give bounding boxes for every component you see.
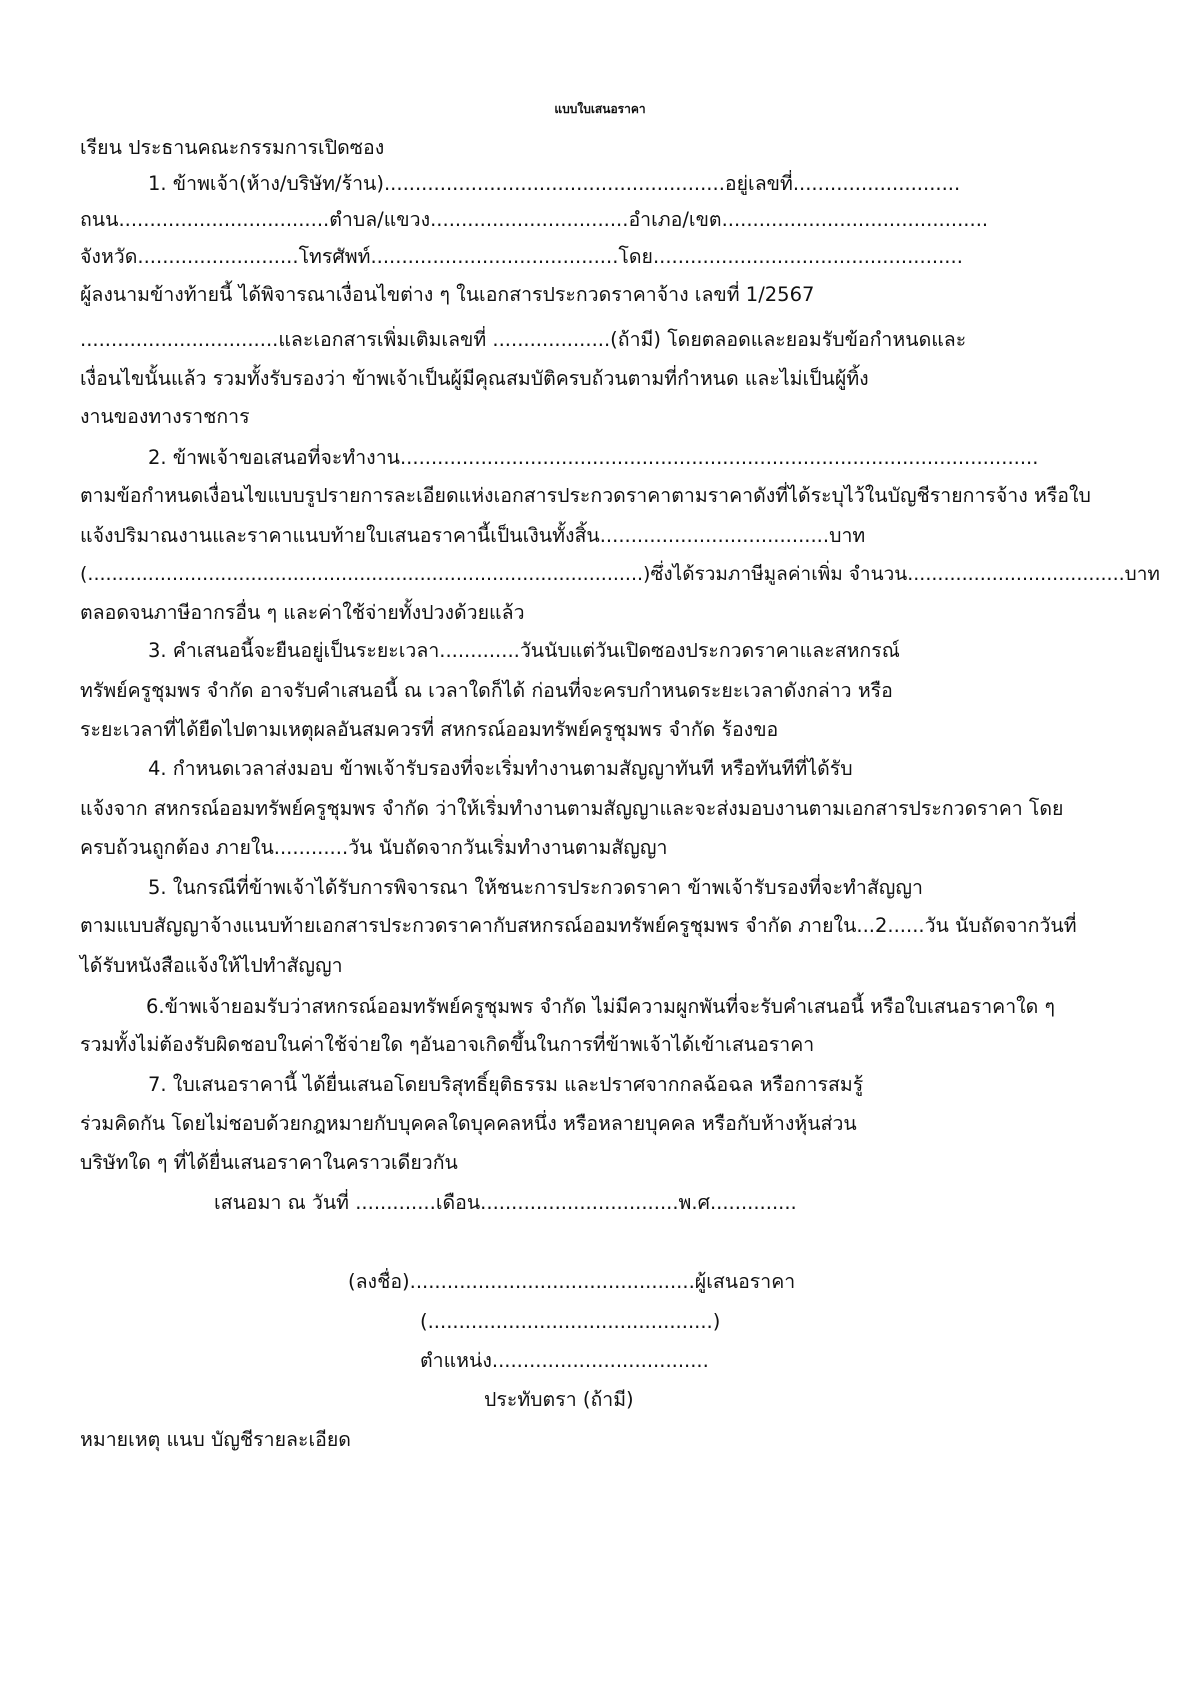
clause-4-line-2: แจ้งจาก สหกรณ์ออมทรัพย์ครูชุมพร จำกัด ว่าให้เริ่มทำงานตามสัญญาและจะส่งมอบงานตามเอกสารประกวดราคา โดย bbox=[80, 797, 1064, 820]
signature-line: (ลงชื่อ)..............................................ผู้เสนอราคา bbox=[348, 1270, 796, 1293]
clause-5-line-2: ตามแบบสัญญาจ้างแนบท้ายเอกสารประกวดราคากับสหกรณ์ออมทรัพย์ครูชุมพร จำกัด ภายใน...2......วัน นับถัดจากวันที่ bbox=[80, 914, 1077, 937]
salutation-line: เรียน ประธานคณะกรรมการเปิดซอง bbox=[80, 136, 385, 159]
clause-1-line-1: 1. ข้าพเจ้า(ห้าง/บริษัท/ร้าน).......................................................อยู่เลขที่........................... bbox=[148, 172, 961, 195]
clause-5-line-1: 5. ในกรณีที่ข้าพเจ้าได้รับการพิจารณา ให้ชนะการประกวดราคา ข้าพเจ้ารับรองที่จะทำสัญญา bbox=[148, 876, 923, 899]
seal-line: ประทับตรา (ถ้ามี) bbox=[484, 1388, 634, 1411]
clause-7-line-2: ร่วมคิดกัน โดยไม่ชอบด้วยกฎหมายกับบุคคลใดบุคคลหนึ่ง หรือหลายบุคคล หรือกับห้างหุ้นส่วน bbox=[80, 1112, 857, 1135]
submission-date-line: เสนอมา ณ วันที่ .............เดือน................................พ.ศ.............. bbox=[214, 1191, 797, 1214]
clause-1-line-4: ผู้ลงนามข้างท้ายนี้ ได้พิจารณาเงื่อนไขต่าง ๆ ในเอกสารประกวดราคาจ้าง เลขที่ 1/2567 bbox=[80, 283, 815, 306]
clause-6-line-1: 6.ข้าพเจ้ายอมรับว่าสหกรณ์ออมทรัพย์ครูชุมพร จำกัด ไม่มีความผูกพันที่จะรับคำเสนอนี้ หรือใบเสนอราคาใด ๆ bbox=[146, 995, 1055, 1018]
clause-7-line-1: 7. ใบเสนอราคานี้ ได้ยื่นเสนอโดยบริสุทธิ์ยุติธรรม และปราศจากกลฉ้อฉล หรือการสมรู้ bbox=[148, 1073, 864, 1096]
clause-2-line-5: ตลอดจนภาษีอากรอื่น ๆ และค่าใช้จ่ายทั้งปวงด้วยแล้ว bbox=[80, 601, 525, 624]
clause-2-line-1: 2. ข้าพเจ้าขอเสนอที่จะทำงาน....................................................................................................... bbox=[148, 446, 1039, 469]
signature-name-line: (..............................................) bbox=[420, 1310, 721, 1333]
clause-3-line-2: ทรัพย์ครูชุมพร จำกัด อาจรับคำเสนอนี้ ณ เวลาใดก็ได้ ก่อนที่จะครบกำหนดระยะเวลาดังกล่าว หรือ bbox=[80, 679, 893, 702]
clause-6-line-2: รวมทั้งไม่ต้องรับผิดชอบในค่าใช้จ่ายใด ๆอันอาจเกิดขึ้นในการที่ข้าพเจ้าได้เข้าเสนอราคา bbox=[80, 1033, 815, 1056]
clause-1-line-5: ................................และเอกสารเพิ่มเติมเลขที่ ...................(ถ้ามี) โดยตลอดและยอมรับข้อกำหนดและ bbox=[80, 328, 967, 351]
remark-line: หมายเหตุ แนบ บัญชีรายละเอียด bbox=[80, 1428, 351, 1451]
clause-3-line-3: ระยะเวลาที่ได้ยืดไปตามเหตุผลอันสมควรที่ สหกรณ์ออมทรัพย์ครูชุมพร จำกัด ร้องขอ bbox=[80, 718, 779, 741]
clause-2-line-4: (............................................................................................)ซึ่งได้รวมภาษีมูลค่าเพิ่ม จำนวน....................................บาท bbox=[80, 563, 1160, 585]
clause-4-line-1: 4. กำหนดเวลาส่งมอบ ข้าพเจ้ารับรองที่จะเริ่มทำงานตามสัญญาทันที หรือทันทีที่ได้รับ bbox=[148, 757, 853, 780]
clause-1-line-6: เงื่อนไขนั้นแล้ว รวมทั้งรับรองว่า ข้าพเจ้าเป็นผู้มีคุณสมบัติครบถ้วนตามที่กำหนด และไม่เป็นผู้ทิ้ง bbox=[80, 367, 869, 390]
clause-1-line-7: งานของทางราชการ bbox=[80, 405, 250, 428]
clause-2-line-2: ตามข้อกำหนดเงื่อนไขแบบรูปรายการละเอียดแห่งเอกสารประกวดราคาตามราคาดังที่ได้ระบุไว้ในบัญชีรายการจ้าง หรือใบ bbox=[80, 484, 1091, 507]
clause-7-line-3: บริษัทใด ๆ ที่ได้ยื่นเสนอราคาในคราวเดียวกัน bbox=[80, 1151, 458, 1174]
clause-5-line-3: ได้รับหนังสือแจ้งให้ไปทำสัญญา bbox=[80, 954, 343, 977]
clause-1-line-2: ถนน..................................ตำบล/แขวง................................อำเภอ/เขต........................................... bbox=[80, 208, 989, 231]
clause-1-line-3: จังหวัด..........................โทรศัพท์........................................โดย.................................................. bbox=[80, 245, 963, 268]
clause-4-line-3: ครบถ้วนถูกต้อง ภายใน............วัน นับถัดจากวันเริ่มทำงานตามสัญญา bbox=[80, 836, 668, 859]
clause-2-line-3: แจ้งปริมาณงานและราคาแนบท้ายใบเสนอราคานี้เป็นเงินทั้งสิ้น.....................................บาท bbox=[80, 524, 866, 547]
clause-3-line-1: 3. คำเสนอนี้จะยืนอยู่เป็นระยะเวลา.............วันนับแต่วันเปิดซองประกวดราคาและสหกรณ์ bbox=[148, 639, 900, 662]
position-line: ตำแหน่ง................................... bbox=[420, 1349, 709, 1372]
document-title: แบบใบเสนอราคา bbox=[554, 102, 646, 116]
